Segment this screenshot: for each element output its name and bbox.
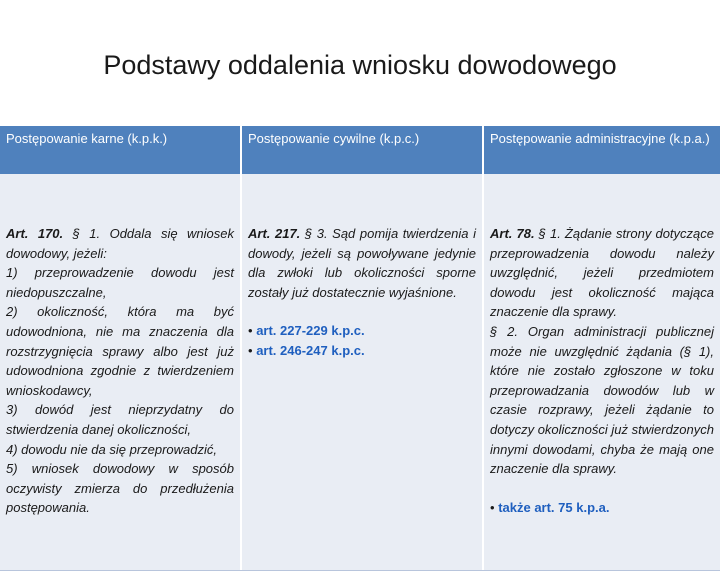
- article-number: Art. 78.: [490, 226, 535, 241]
- table-header-row: [0, 126, 720, 174]
- bullet-icon: •: [490, 499, 495, 515]
- list-item: 5) wniosek dowodowy w sposób oczywisty zmierza do przedłużenia postępowania.: [6, 461, 234, 516]
- cell-administrative: [484, 174, 720, 570]
- cell-civil: [242, 174, 482, 570]
- reference-link[interactable]: art. 227-229 k.p.c.: [256, 323, 365, 339]
- reference-link[interactable]: także art. 75 k.p.a.: [498, 499, 610, 515]
- cell-criminal: [0, 174, 240, 570]
- list-item: 3) dowód jest nieprzydatny do stwierdzenia danej okoliczności,: [6, 402, 234, 437]
- article-78-paragraph-2: § 2. Organ administracji publicznej może nie uwzględnić żądania (§ 1), które nie zostało zgłoszone w toku przeprowadzania dowodów lub w czasie rozprawy, jeżeli żądanie to dotyczy okoliczności już stwierdzonych innymi dowodami, chyba że mają one znaczenie dla sprawy.: [490, 323, 714, 477]
- list-item: 1) przeprowadzenie dowodu jest niedopuszczalne,: [6, 265, 234, 300]
- article-text: § 1. Żądanie strony dotyczące przeprowadzenia dowodu należy uwzględnić, jeżeli przedmiotem dowodu jest okoliczność mająca znaczenie dla sprawy.: [490, 226, 715, 320]
- article-text: § 1. Oddala się wniosek dowodowy, jeżeli:: [6, 226, 234, 261]
- article-number: Art. 170.: [6, 226, 64, 241]
- article-number: Art. 217.: [248, 226, 301, 241]
- header-civil: Postępowanie cywilne (k.p.c.): [248, 131, 420, 146]
- bullet-icon: •: [248, 323, 253, 339]
- article-217: [248, 224, 476, 302]
- header-criminal: Postępowanie karne (k.p.k.): [6, 131, 168, 146]
- header-administrative: Postępowanie administracyjne (k.p.a.): [490, 131, 710, 146]
- reference-link[interactable]: art. 246-247 k.p.c.: [256, 342, 365, 358]
- reference-item: [248, 321, 476, 341]
- comparison-table: [0, 126, 720, 571]
- bullet-icon: •: [248, 342, 253, 358]
- page-title: Podstawy oddalenia wniosku dowodowego: [103, 50, 617, 80]
- reference-item: [490, 498, 714, 518]
- article-170: [6, 224, 234, 263]
- article-78: [490, 224, 714, 322]
- list-item: 4) dowodu nie da się przeprowadzić,: [6, 441, 218, 457]
- list-item: 2) okoliczność, która ma być udowodniona, nie ma znaczenia dla rozstrzygnięcia sprawy albo jest już udowodniona zgodnie z twierdzeniem wnioskodawcy,: [6, 304, 234, 398]
- table-body-row: [0, 174, 720, 571]
- reference-item: [248, 341, 476, 361]
- article-text: § 3. Sąd pomija twierdzenia i dowody, jeżeli są powoływane jedynie dla zwłoki lub okoliczności sporne zostały już dostatecznie wyjaśnione.: [248, 226, 477, 300]
